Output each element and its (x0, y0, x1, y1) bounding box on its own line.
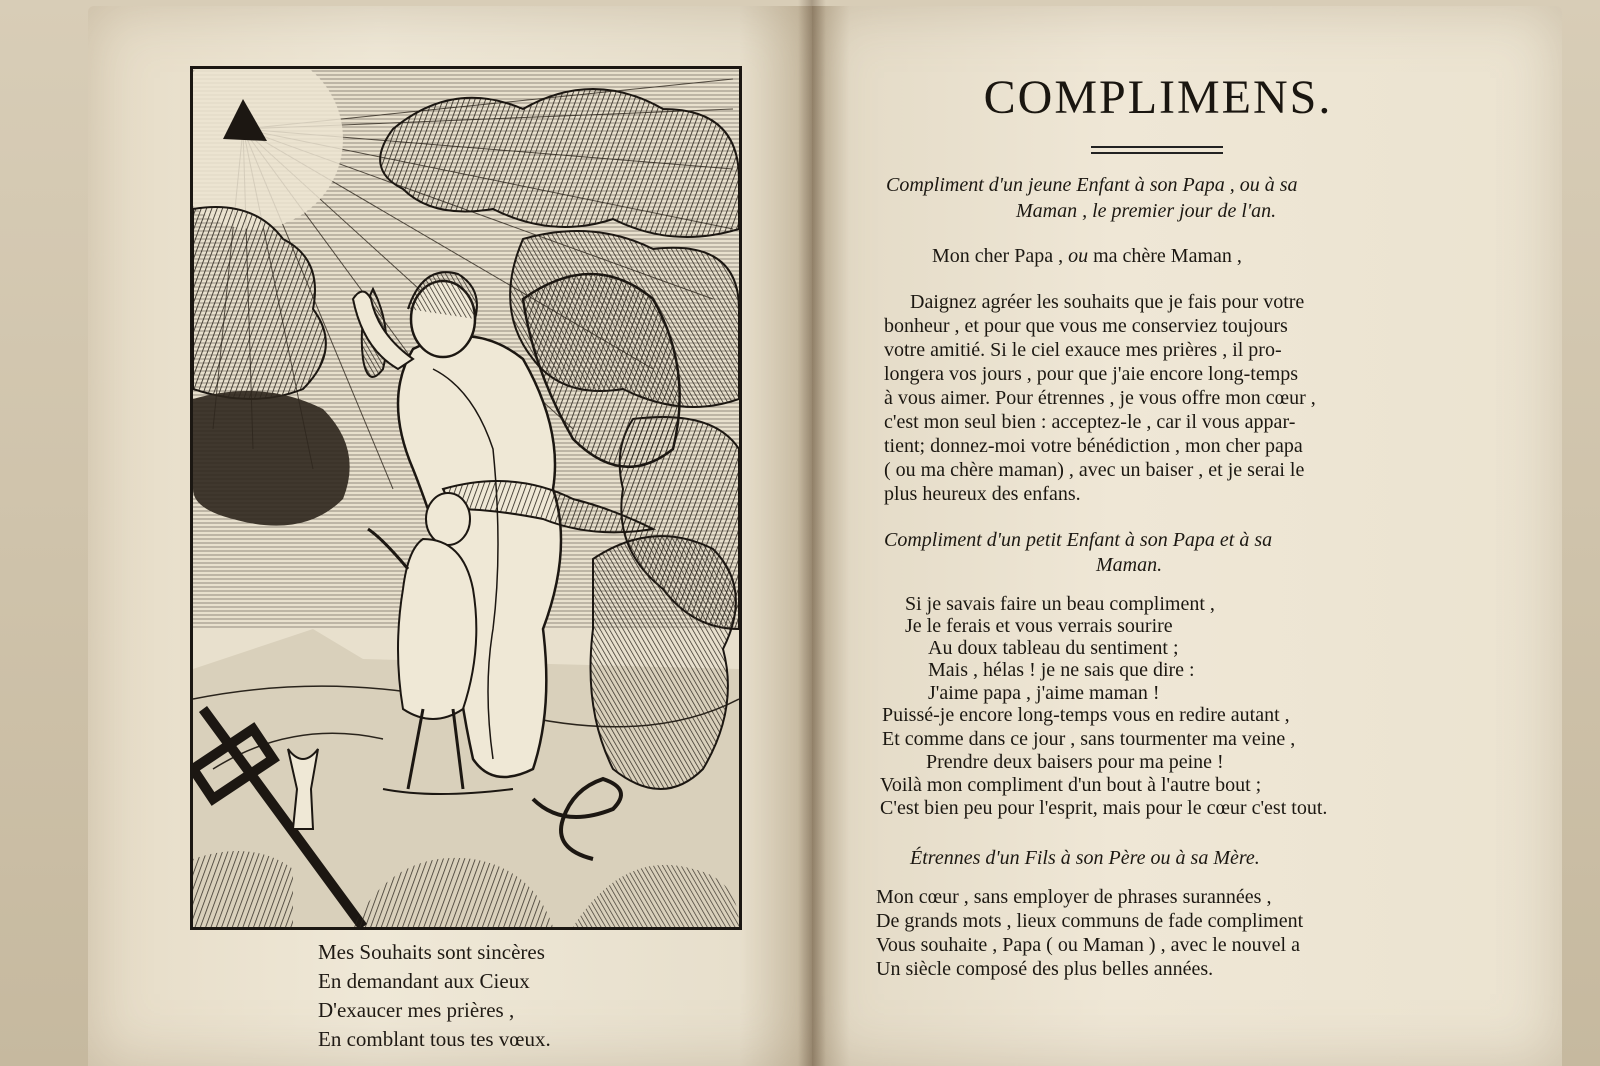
body-line: ( ou ma chère maman) , avec un baiser , et je serai le (884, 459, 1305, 481)
engraving-caption (318, 938, 738, 1054)
salutation: Mon cher Papa , ou ma chère Maman , (932, 245, 1242, 267)
verse-line: Puissé-je encore long-temps vous en redire autant , (882, 704, 1290, 726)
verse-line: Je le ferais et vous verrais sourire (905, 615, 1173, 637)
verse-line: Si je savais faire un beau compliment , (905, 593, 1215, 615)
caption-line: En comblant tous tes vœux. (318, 1027, 551, 1051)
verse-line: De grands mots , lieux communs de fade compliment (876, 910, 1304, 932)
body-line: votre amitié. Si le ciel exauce mes prières , il pro- (884, 339, 1282, 361)
verse-line: C'est bien peu pour l'esprit, mais pour le cœur c'est tout. (880, 797, 1328, 819)
caption-line: Mes Souhaits sont sincères (318, 940, 545, 964)
body-line: plus heureux des enfans. (884, 483, 1081, 505)
verse-line: Prendre deux baisers pour ma peine ! (926, 751, 1224, 773)
engraving-art (193, 69, 739, 927)
caption-line: D'exaucer mes prières , (318, 998, 515, 1022)
body-line: longera vos jours , pour que j'aie encore long-temps (884, 363, 1299, 385)
body-line: bonheur , et pour que vous me conserviez toujours (884, 315, 1288, 337)
body-line: à vous aimer. Pour étrennes , je vous offre mon cœur , (884, 387, 1316, 409)
body-line: Daignez agréer les souhaits que je fais pour votre (910, 291, 1305, 313)
verse-line: J'aime papa , j'aime maman ! (928, 682, 1160, 704)
section2-heading: Maman. (1096, 554, 1163, 576)
page-title: COMPLIMENS. (983, 71, 1333, 124)
caption-line: En demandant aux Cieux (318, 969, 530, 993)
title-rule (1091, 152, 1223, 154)
book-gutter (798, 0, 826, 1066)
verse-line: Au doux tableau du sentiment ; (928, 637, 1179, 659)
verse-line: Vous souhaite , Papa ( ou Maman ) , avec le nouvel a (876, 934, 1300, 956)
body-line: tient; donnez-moi votre bénédiction , mon cher papa (884, 435, 1303, 457)
verse-line: Un siècle composé des plus belles années. (876, 958, 1214, 980)
section2-heading: Compliment d'un petit Enfant à son Papa et à sa (884, 529, 1273, 551)
angel-engraving (190, 66, 742, 930)
section1-heading: Compliment d'un jeune Enfant à son Papa , ou à sa (886, 174, 1298, 196)
section1-heading: Maman , le premier jour de l'an. (1016, 200, 1277, 222)
verse-line: Voilà mon compliment d'un bout à l'autre bout ; (880, 774, 1262, 796)
verse-line: Et comme dans ce jour , sans tourmenter ma veine , (882, 728, 1296, 750)
body-line: c'est mon seul bien : acceptez-le , car il vous appar- (884, 411, 1296, 433)
title-rule (1091, 146, 1223, 148)
verse-line: Mon cœur , sans employer de phrases surannées , (876, 886, 1272, 908)
section3-heading: Étrennes d'un Fils à son Père ou à sa Mère. (910, 847, 1260, 869)
verse-line: Mais , hélas ! je ne sais que dire : (928, 659, 1195, 681)
